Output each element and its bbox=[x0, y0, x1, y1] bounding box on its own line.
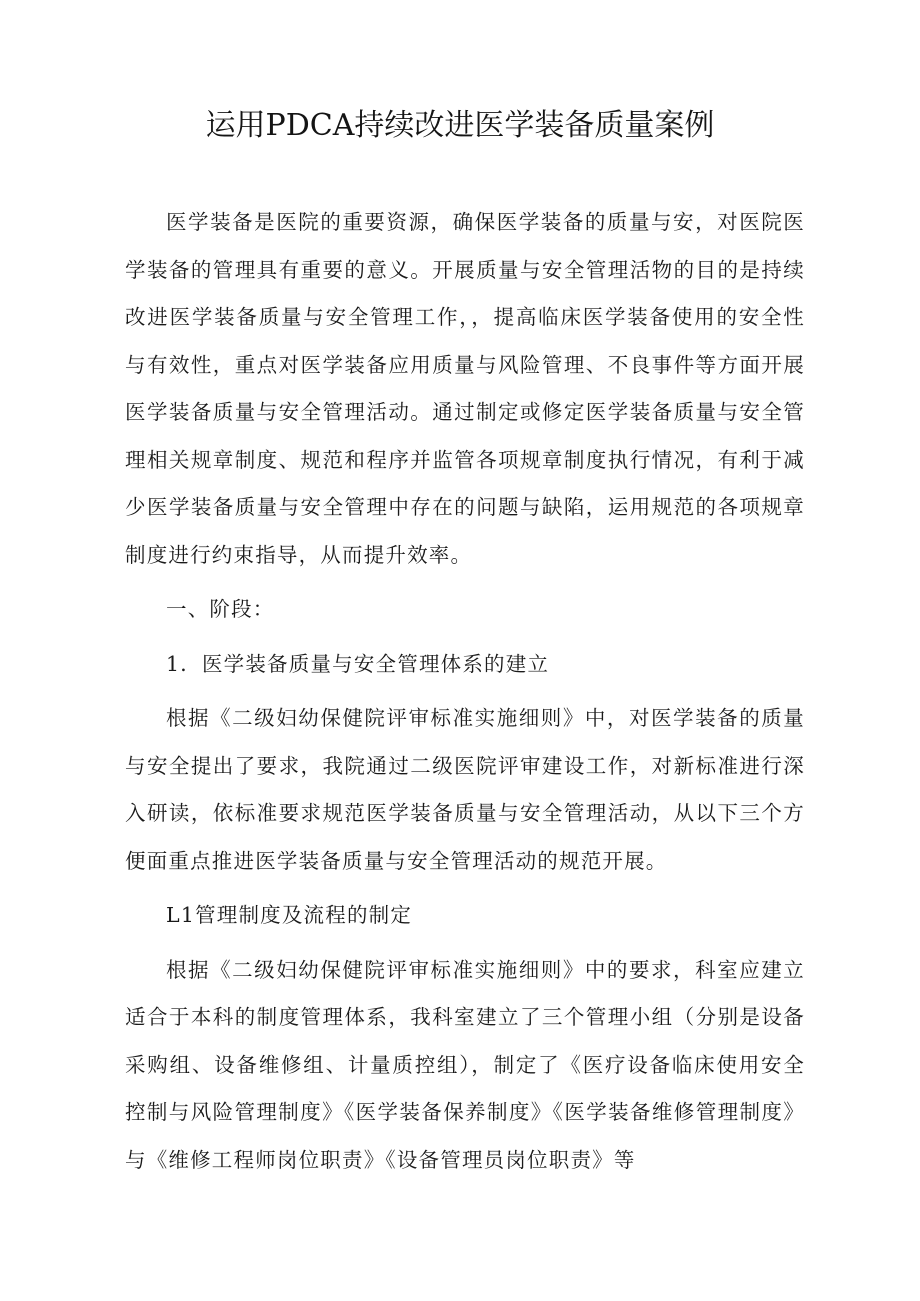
section-heading-rules: L1管理制度及流程的制定 bbox=[166, 903, 413, 927]
paragraph-intro: 医学装备是医院的重要资源，确保医学装备的质量与安，对医院医学装备的管理具有重要的意义。开展质量与安全管理活物的目的是持续改进医学装备质量与安全管理工作，，提高临床医学装备使用的安全性与有效性，重点对医学装备应用质量与风险管理、不良事件等方面开展医学装备质量与安全管理活动。通过制定或修定医学装备质量与安全管理相关规章制度、规范和程序并监管各项规章制度执行情况，有利于减少医学装备质量与安全管理中存在的问题与缺陷，运用规范的各项规章制度进行约束指导，从而提升效率。 bbox=[125, 210, 805, 567]
section-heading-system: 1．医学装备质量与安全管理体系的建立 bbox=[166, 651, 550, 676]
paragraph-groups: 根据《二级妇幼保健院评审标准实施细则》中的要求，科室应建立适合于本科的制度管理体系，我科室建立了三个管理小组（分别是设备采购组、设备维修组、计量质控组），制定了《医疗设备临床使用安全控制与风险管理制度》《医学装备保养制度》《医学装备维修管理制度》与《维修工程师岗位职责》《设备管理员岗位职责》等 bbox=[125, 957, 805, 1172]
document-title: 运用PDCA持续改进医学装备质量案例 bbox=[205, 108, 715, 143]
paragraph-standards: 根据《二级妇幼保健院评审标准实施细则》中，对医学装备的质量与安全提出了要求，我院通过二级医院评审建设工作，对新标准进行深入研读，依标准要求规范医学装备质量与安全管理活动，从以下三个方便面重点推进医学装备质量与安全管理活动的规范开展。 bbox=[125, 706, 805, 873]
section-heading-phase: 一、阶段： bbox=[166, 597, 275, 621]
document-body bbox=[125, 199, 805, 1184]
